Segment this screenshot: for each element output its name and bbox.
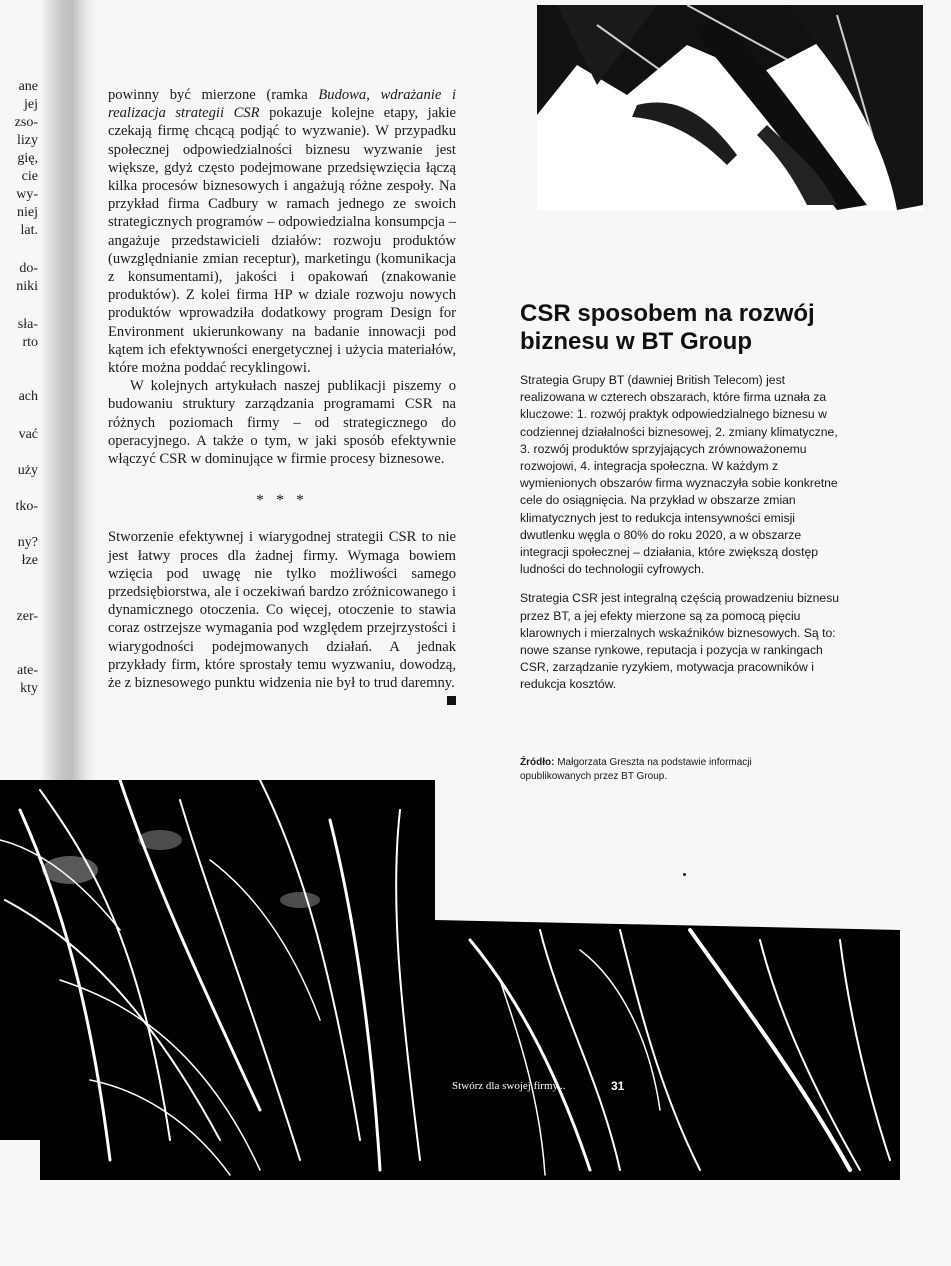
- paragraph-text: pokazuje kolejne etapy, jakie czekają firmę chcącą podjąć to wyzwanie). W przypadku społecznej odpowiedzialności biznesu wyzwanie jest większe, gdyż często podejmowane przedsięwzięcia łączą kilka procesów biznesowych i angażują różne zespoły. Na przykład firma Cadbury w ramach jednego ze swoich strategicznych programów – odpowiedzialna konsumpcja – angażuje przedstawicieli działów: rozwoju produktów (uwzględnianie zmian receptur), marketingu (komunikacja z konsumentami), jakości i opakowań (znakowanie produktów). Z kolei firma HP w dziale rozwoju nowych produktów wprowadziła dodatkowy program Design for Environment ukierunkowany na badanie innowacji pod kątem ich efektywności energetycznej i użycia materiałów, które można poddać recyklingowi.: [108, 105, 456, 377]
- article-body: [108, 86, 456, 705]
- page-number: 31: [611, 1079, 625, 1093]
- margin-fragment: cie: [21, 169, 38, 184]
- case-study-title: CSR sposobem na rozwój biznesu w BT Group: [520, 300, 815, 355]
- margin-fragment: zer-: [16, 609, 38, 624]
- margin-fragment: wy-: [16, 187, 38, 202]
- margin-fragment: ny?: [17, 535, 38, 550]
- margin-fragment: łze: [21, 553, 38, 568]
- margin-fragment: niki: [16, 279, 38, 294]
- margin-fragment: ach: [18, 389, 38, 404]
- margin-fragment: lat.: [20, 223, 38, 238]
- margin-fragment: rto: [22, 335, 38, 350]
- paragraph: [108, 528, 456, 692]
- margin-fragment: jej: [24, 97, 38, 112]
- margin-fragment: vać: [18, 427, 38, 442]
- previous-page-fragments: [0, 78, 40, 718]
- margin-fragment: gię,: [17, 151, 38, 166]
- section-separator: * * *: [256, 492, 308, 510]
- margin-fragment: niej: [17, 205, 38, 220]
- source-label: Źródło:: [520, 757, 555, 768]
- margin-fragment: uży: [17, 463, 38, 478]
- margin-fragment: tko-: [15, 499, 38, 514]
- paragraph-text: powinny być mierzone (ramka: [108, 87, 319, 103]
- margin-fragment: do-: [19, 261, 38, 276]
- grass-photo-bottom-graphic: [0, 780, 900, 1180]
- margin-fragment: ate-: [17, 663, 38, 678]
- margin-fragment: lizy: [17, 133, 38, 148]
- margin-fragment: ane: [18, 79, 38, 94]
- grass-photo-bottom: [0, 780, 900, 1180]
- plant-photo-top-graphic: [537, 5, 923, 210]
- paragraph: W kolejnych artykułach naszej publikacji piszemy o budowaniu struktury zarządzania programami CSR na różnych poziomach firmy – od strategicznego do operacyjnego. A także o tym, w jaki sposób efektywnie włączyć CSR w dominujące w firmie procesy biznesowe.: [108, 378, 456, 468]
- case-study-box: [520, 300, 842, 706]
- end-of-article-mark: [447, 696, 456, 705]
- paragraph-text: Stworzenie efektywnej i wiarygodnej strategii CSR to nie jest łatwy proces dla żadnej firmy. Wymaga bowiem wzięcia pod uwagę nie tylko możliwości samego przedsiębiorstwa, ale i oczekiwań bardzo zróżnicowanego i dynamicznego otoczenia. Co więcej, otoczenie to stawia coraz ostrzejsze wymagania pod względem przejrzystości i wiarygodności podejmowanych działań. A jednak przykłady firm, które sprostały temu wyzwaniu, dowodzą, że z biznesowego punktu widzenia nie był to trud daremny.: [108, 529, 456, 692]
- margin-fragment: sła-: [17, 317, 38, 332]
- source-text: Małgorzata Greszta na podstawie informacji opublikowanych przez BT Group.: [520, 757, 752, 782]
- plant-photo-top: [537, 5, 923, 210]
- margin-fragment: kty: [20, 681, 38, 696]
- paragraph: [108, 86, 456, 377]
- margin-fragment: zso-: [14, 115, 38, 130]
- running-title: Stwórz dla swojej firmy...: [452, 1080, 566, 1092]
- box-reference: Budowa, wdrażanie i realizacja strategii CSR: [108, 87, 457, 122]
- case-study-paragraph: Strategia CSR jest integralną częścią prowadzeniu biznesu przez BT, a jej efekty mierzone są za pomocą pięciu klarownych i mierzalnych wskaźników biznesowych. Są to: nowe szanse rynkowe, reputacja i pozycja w rankingach CSR, zarządzanie ryzykiem, motywacja pracowników i redukcja kosztów.: [520, 591, 840, 692]
- case-study-paragraph: Strategia Grupy BT (dawniej British Telecom) jest realizowana w czterech obszarach, które firma uznała za kluczowe: 1. rozwój praktyk odpowiedzialnego biznesu w codziennej działalności biznesowej, 2. zmiany klimatyczne, 3. rozwój produktów sprzyjających zrównoważonemu rozwojowi, 4. integracja społeczna. W każdym z wymienionych obszarów firma wyznaczyła sobie konkretne cele do osiągnięcia. Na przykład w obszarze zmian klimatycznych jest to redukcja intensywności emisji dwutlenku węgla o 80% do roku 2020, a w obszarze integracji społecznej – działania, które zwiększą dostęp ludności do technologii cyfrowych.: [520, 373, 838, 577]
